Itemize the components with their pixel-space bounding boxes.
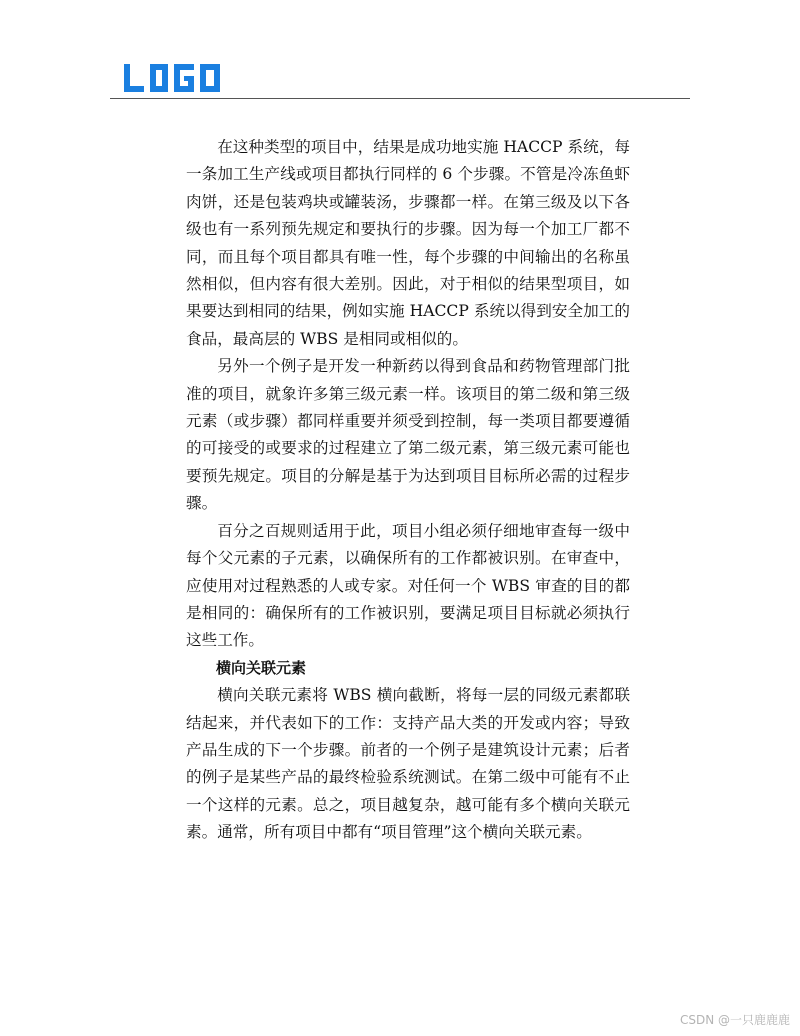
header-divider bbox=[110, 98, 690, 99]
document-body bbox=[186, 134, 630, 847]
paragraph-haccp: 在这种类型的项目中，结果是成功地实施 HACCP 系统，每一条加工生产线或项目都执行同样的 6 个步骤。不管是冷冻鱼虾肉饼，还是包装鸡块或罐装汤，步骤都一样。在第三级及以下各级也有一系列预先规定和要执行的步骤。因为每一个加工厂都不同，而且每个项目都具有唯一性，每个步骤的中间输出的名称虽然相似，但内容有很大差别。因此，对于相似的结果型项目，如果要达到相同的结果，例如实施 HACCP 系统以得到安全加工的食品，最高层的 WBS 是相同或相似的。 bbox=[186, 138, 630, 348]
paragraph-cross-cutting-elements: 横向关联元素将 WBS 横向截断，将每一层的同级元素都联结起来，并代表如下的工作：支持产品大类的开发或内容；导致产品生成的下一个步骤。前者的一个例子是建筑设计元素；后者的例子是某些产品的最终检验系统测试。在第二级中可能有不止一个这样的元素。总之，项目越复杂，越可能有多个横向关联元素。通常，所有项目中都有“项目管理”这个横向关联元素。 bbox=[186, 686, 630, 842]
section-heading: 横向关联元素 bbox=[216, 658, 307, 677]
paragraph-hundred-percent-rule: 百分之百规则适用于此，项目小组必须仔细地审查每一级中每个父元素的子元素，以确保所有的工作都被识别。在审查中，应使用对过程熟悉的人或专家。对任何一个 WBS 审查的目的都是相同的：确保所有的工作被识别，要满足项目目标就必须执行这些工作。 bbox=[186, 521, 630, 650]
logo bbox=[124, 62, 224, 94]
paragraph-new-drug: 另外一个例子是开发一种新药以得到食品和药物管理部门批准的项目，就象许多第三级元素一样。该项目的第二级和第三级元素（或步骤）都同样重要并须受到控制，每一类项目都要遵循的可接受的或要求的过程建立了第二级元素，第三级元素可能也要预先规定。项目的分解是基于为达到项目目标所必需的过程步骤。 bbox=[186, 357, 630, 513]
watermark: CSDN @一只鹿鹿鹿 bbox=[679, 1013, 790, 1027]
